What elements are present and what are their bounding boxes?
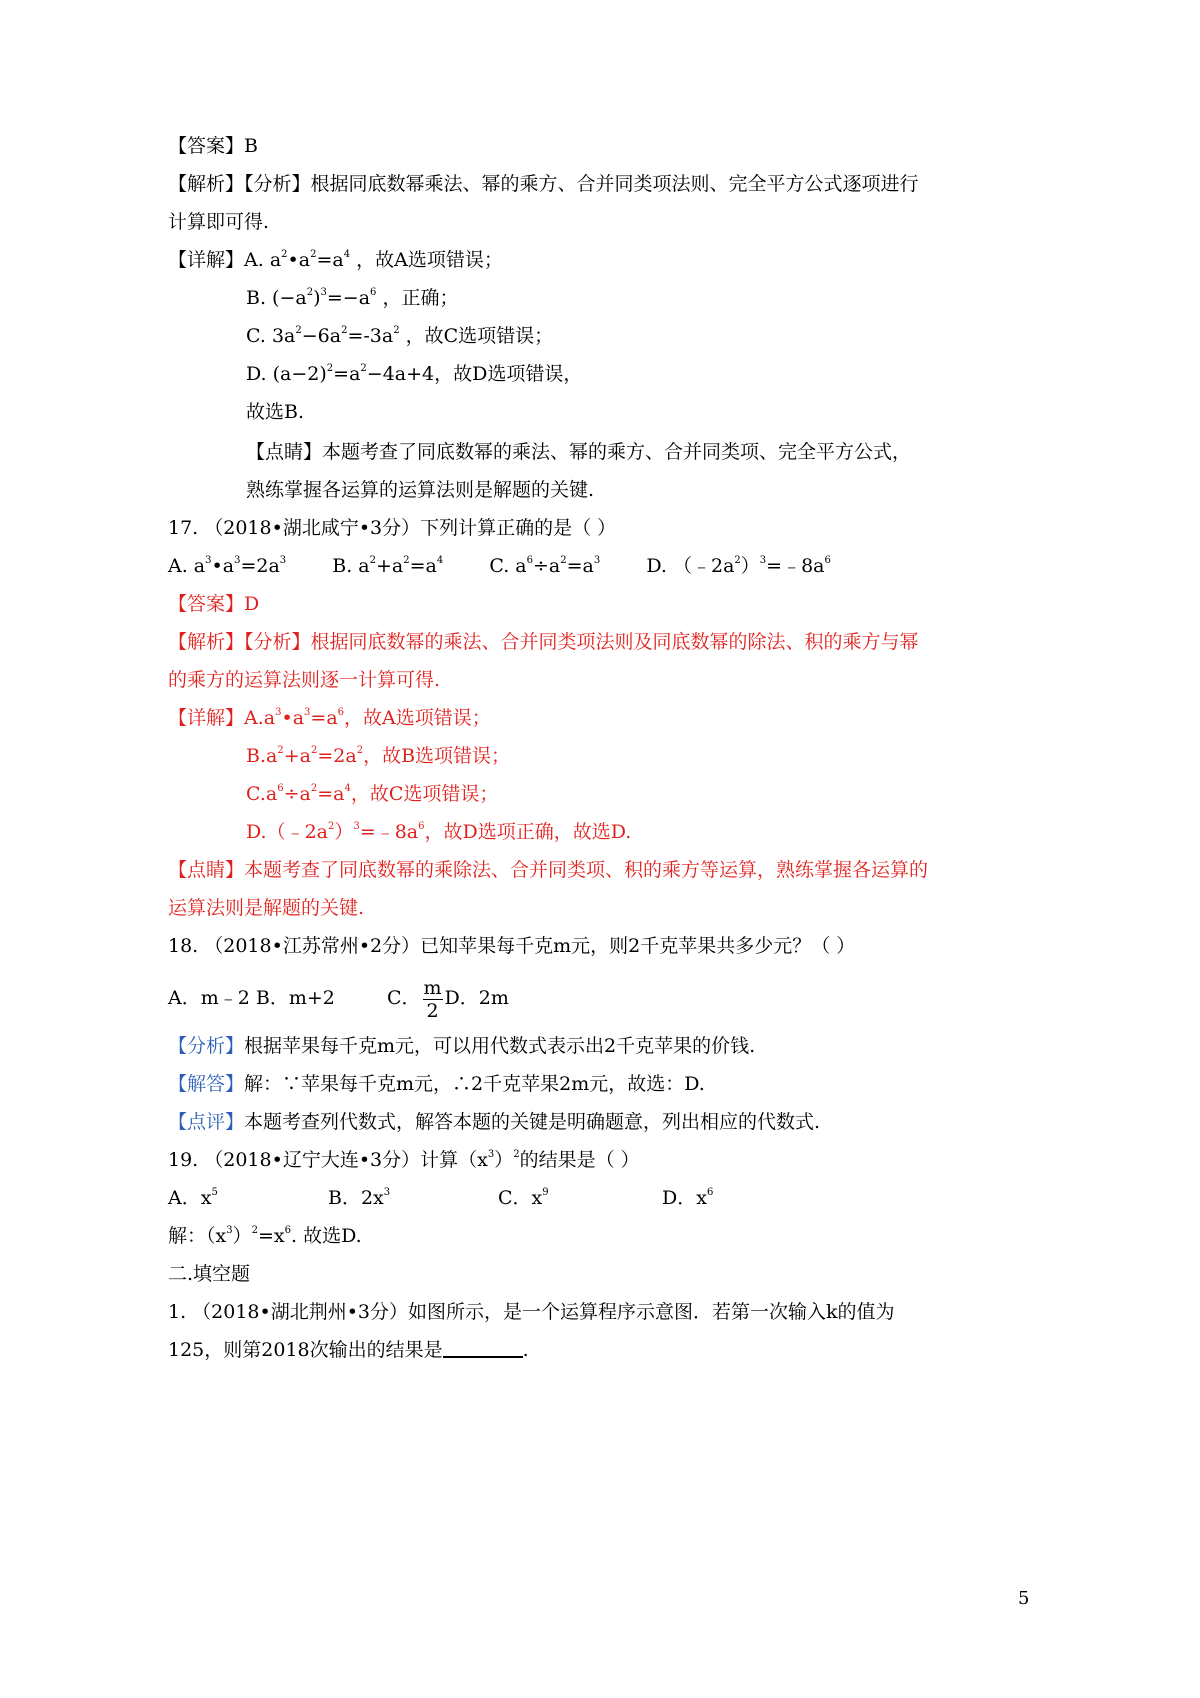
expr-part: B. (−a <box>246 287 307 309</box>
q18-options <box>168 976 509 1020</box>
exponent: 2 <box>310 783 318 794</box>
expr-part: D．x <box>662 1187 707 1209</box>
expr-part: A. a <box>244 249 282 271</box>
q17-options <box>168 554 831 578</box>
exponent: 3 <box>234 555 241 566</box>
expr-part: =﹣8a <box>766 555 825 577</box>
exponent: 6 <box>824 555 831 566</box>
q18-fraction <box>423 977 443 1022</box>
expr-part: ，故B选项错误； <box>363 745 511 767</box>
fill-q1-period: . <box>522 1339 529 1361</box>
q17-comment-line2: 运算法则是解题的关键. <box>168 897 365 919</box>
q16-comment-line1 <box>246 440 911 464</box>
expr-part: ） <box>494 1149 514 1171</box>
expr-part: •a <box>211 555 235 577</box>
expr-part: −4a+4，故D选项错误， <box>366 363 583 385</box>
exponent: 2 <box>326 363 334 374</box>
q16-comment-text1: 本题考查了同底数幂的乘法、幂的乘方、合并同类项、完全平方公式， <box>322 441 912 463</box>
expr-part: ，故D选项正确，故选D. <box>424 821 632 843</box>
exponent: 2 <box>403 555 410 566</box>
q17-comment-line1 <box>168 858 928 882</box>
exponent: 9 <box>542 1187 549 1198</box>
exponent: 6 <box>526 555 533 566</box>
expr-part: −6a <box>301 325 342 347</box>
q17-option-b <box>332 555 443 577</box>
exponent: 2 <box>356 745 364 756</box>
q18-option-c-label: C． <box>386 987 421 1009</box>
exponent: 3 <box>353 821 360 832</box>
q16-analysis-line2: 计算即可得. <box>168 211 270 233</box>
exponent: 5 <box>211 1187 218 1198</box>
expr-part: ，故A选项错误； <box>344 707 491 729</box>
expr-part: =a <box>310 707 338 729</box>
expr-part: A. a <box>168 555 206 577</box>
expr-part: B. a <box>332 555 370 577</box>
expr-part: ） <box>334 821 354 843</box>
exponent: 2 <box>734 555 741 566</box>
q16-comment-line2: 熟练掌握各运算的运算法则是解题的关键. <box>246 479 595 501</box>
q17-analysis-line1 <box>168 630 919 654</box>
expr-part: +a <box>283 745 311 767</box>
exponent: 2 <box>328 821 335 832</box>
exponent: 2 <box>560 555 567 566</box>
expr-part: =2a <box>317 745 357 767</box>
expr-part: ) <box>313 287 321 309</box>
expr-part: D. (a−2) <box>246 363 327 385</box>
q19-question <box>168 1148 640 1172</box>
exponent: 3 <box>593 555 601 566</box>
q17-detail-tag: 【详解】 <box>168 707 245 729</box>
q17-answer-tag: 【答案】 <box>168 593 245 615</box>
expr-part: C. 3a <box>246 325 296 347</box>
q17-analysis-text1: 根据同底数幂的乘法、合并同类项法则及同底数幂的除法、积的乘方与幂 <box>310 631 919 653</box>
q18-review <box>168 1110 820 1134</box>
exponent: 3 <box>383 1187 391 1198</box>
exponent: 6 <box>277 783 284 794</box>
exponent: 2 <box>369 555 376 566</box>
exponent: 2 <box>360 363 367 374</box>
q19-option-b <box>328 1186 390 1210</box>
q17-detail-c <box>246 782 498 806</box>
q16-detail-b <box>246 286 458 310</box>
q17-option-c <box>489 555 600 577</box>
expr-part: =a <box>333 363 361 385</box>
q17-answer-value: D <box>244 593 260 615</box>
expr-part: =−a <box>326 287 371 309</box>
expr-part: ） <box>740 555 760 577</box>
expr-part: B．2x <box>328 1187 384 1209</box>
q16-analysis-tag: 【解析】【分析】 <box>168 173 311 195</box>
section-title: 二.填空题 <box>168 1263 251 1285</box>
exponent: 2 <box>306 287 314 298</box>
exponent: 2 <box>341 325 348 336</box>
exponent: 2 <box>277 745 284 756</box>
fill-q1-text: 125，则第2018次输出的结果是 <box>168 1339 443 1361</box>
expr-part: D. （﹣2a <box>646 555 735 577</box>
exponent: 2 <box>295 325 302 336</box>
expr-part: A.a <box>244 707 276 729</box>
expr-part: •a <box>287 249 311 271</box>
expr-part: ，故C选项错误； <box>350 783 499 805</box>
q18-review-tag: 【点评】 <box>168 1111 245 1133</box>
expr-part: =a <box>566 555 594 577</box>
q16-detail-tag: 【详解】 <box>168 249 245 271</box>
expr-part: 的结果是（ ） <box>519 1149 640 1171</box>
q17-comment-tag: 【点睛】 <box>168 859 245 881</box>
exponent: 3 <box>275 707 282 718</box>
exponent: 3 <box>320 287 327 298</box>
expr-part: ） <box>232 1225 252 1247</box>
q18-question: 18. （2018•江苏常州•2分）已知苹果每千克m元，则2千克苹果共多少元？（ ） <box>168 935 856 957</box>
exponent: 4 <box>343 249 351 260</box>
exponent: 2 <box>513 1149 520 1160</box>
expr-part: =a <box>316 249 344 271</box>
q16-detail-c <box>246 324 553 348</box>
expr-part: 19. （2018•辽宁大连•3分）计算（x <box>168 1149 488 1171</box>
exponent: 2 <box>281 249 288 260</box>
expr-part: =﹣8a <box>359 821 419 843</box>
expr-part: ÷a <box>533 555 561 577</box>
q16-choose: 故选B. <box>246 401 305 423</box>
q18-option-ab: A．m﹣2 B．m+2 <box>168 987 335 1009</box>
expr-part: =2a <box>240 555 280 577</box>
exponent: 2 <box>393 325 400 336</box>
q17-analysis-tag: 【解析】【分析】 <box>168 631 311 653</box>
q18-solve-text: 解：∵苹果每千克m元，∴2千克苹果2m元，故选：D. <box>244 1073 705 1095</box>
q18-solution <box>168 1072 705 1096</box>
q19-option-d <box>662 1186 713 1210</box>
fraction-numerator: m <box>423 976 442 999</box>
expr-part: =a <box>409 555 437 577</box>
q17-detail-a <box>168 706 491 730</box>
q19-option-a <box>168 1186 218 1210</box>
exponent: 3 <box>279 555 287 566</box>
q18-analysis-text: 根据苹果每千克m元，可以用代数式表示出2千克苹果的价钱. <box>244 1035 756 1057</box>
q16-analysis-line1 <box>168 172 919 196</box>
exponent: 2 <box>251 1225 258 1236</box>
expr-part: C．x <box>498 1187 543 1209</box>
expr-part: ÷a <box>283 783 311 805</box>
fill-q1-line2 <box>168 1338 529 1362</box>
exponent: 4 <box>344 783 351 794</box>
q18-analysis <box>168 1034 755 1058</box>
q16-analysis-text1: 根据同底数幂乘法、幂的乘方、合并同类项法则、完全平方公式逐项进行 <box>310 173 919 195</box>
expr-part: +a <box>376 555 404 577</box>
q16-answer <box>168 134 258 158</box>
exponent: 3 <box>205 555 212 566</box>
q17-comment-text1: 本题考查了同底数幂的乘除法、合并同类项、积的乘方等运算，熟练掌握各运算的 <box>244 859 929 881</box>
q18-option-d: D．2m <box>444 987 509 1009</box>
expr-part: D.（﹣2a <box>246 821 329 843</box>
exponent: 6 <box>337 707 345 718</box>
expr-part: ，故C选项错误； <box>399 325 554 347</box>
expr-part: B.a <box>246 745 278 767</box>
expr-part: A．x <box>168 1187 212 1209</box>
page-number: 5 <box>1018 1588 1030 1609</box>
fill-q1-line1: 1. （2018•湖北荆州•3分）如图所示，是一个运算程序示意图．若第一次输入k的值为 <box>168 1301 895 1323</box>
expr-part: ，故A选项错误； <box>350 249 503 271</box>
q17-detail-b <box>246 744 510 768</box>
exponent: 6 <box>706 1187 714 1198</box>
expr-part: C.a <box>246 783 278 805</box>
exponent: 6 <box>370 287 377 298</box>
q16-detail-d <box>246 362 582 386</box>
q16-comment-tag: 【点睛】 <box>246 441 323 463</box>
expr-part: •a <box>281 707 305 729</box>
exponent: 3 <box>304 707 311 718</box>
exponent: 6 <box>418 821 425 832</box>
q17-analysis-line2: 的乘方的运算法则逐一计算可得. <box>168 669 441 691</box>
fraction-denominator: 2 <box>426 999 439 1022</box>
q16-answer-value: B <box>244 135 258 157</box>
expr-part: =-3a <box>347 325 394 347</box>
exponent: 4 <box>436 555 444 566</box>
q18-review-text: 本题考查列代数式，解答本题的关键是明确题意，列出相应的代数式. <box>244 1111 821 1133</box>
q17-question: 17. （2018•湖北咸宁•3分）下列计算正确的是（ ） <box>168 517 617 539</box>
exponent: 3 <box>759 555 767 566</box>
q16-answer-tag: 【答案】 <box>168 135 245 157</box>
q16-detail-a <box>168 248 503 272</box>
q19-solution <box>168 1224 362 1248</box>
q17-answer <box>168 592 259 616</box>
exponent: 6 <box>284 1225 291 1236</box>
exponent: 2 <box>310 249 317 260</box>
exponent: 3 <box>487 1149 495 1160</box>
expr-part: =a <box>317 783 345 805</box>
q18-analysis-tag: 【分析】 <box>168 1035 245 1057</box>
q17-option-d <box>646 555 831 577</box>
answer-blank <box>443 1338 523 1358</box>
exponent: 3 <box>226 1225 233 1236</box>
q18-solve-tag: 【解答】 <box>168 1073 245 1095</box>
expr-part: ，正确； <box>376 287 459 309</box>
q17-detail-d <box>246 820 631 844</box>
expr-part: C. a <box>489 555 527 577</box>
expr-part: =x <box>257 1225 285 1247</box>
q17-option-a <box>168 555 286 577</box>
expr-part: 解：（x <box>168 1225 227 1247</box>
expr-part: . 故选D. <box>291 1225 362 1247</box>
exponent: 2 <box>310 745 318 756</box>
q19-option-c <box>498 1186 549 1210</box>
